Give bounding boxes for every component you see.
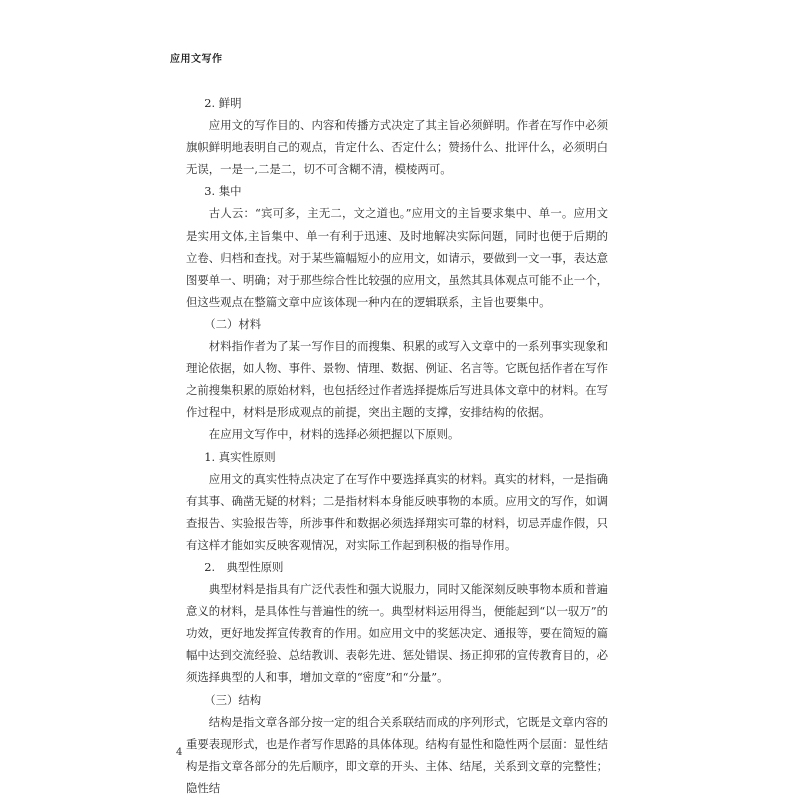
section-heading: 1. 真实性原则 xyxy=(204,449,276,464)
paragraph: 在应用文写作中，材料的选择必须把握以下原则。 xyxy=(208,427,460,442)
section-heading: 3. 集中 xyxy=(204,184,242,199)
section-heading: 2. 鲜明 xyxy=(204,96,242,110)
section-heading: （二）材料 xyxy=(204,316,262,331)
paragraph: 应用文的真实性特点决定了在写作中要选择真实的材料。真实的材料，一是指确有其事、确凿无疑的材料；二是指材料本身能反映事物的本质。应用文的写作，如调查报告、实验报告等，所涉事件和数据必须选择翔实可靠的材料，切忌弄虚作假，只有这样才能如实反映客观情况，对实际工作起到积极的指导作用。 xyxy=(186,471,608,552)
paragraph: 典型材料是指具有广泛代表性和强大说服力，同时又能深刻反映事物本质和普遍意义的材料，是具体性与普遍性的统一。典型材料运用得当，便能起到“以一驭万”的功效，更好地发挥宣传教育的作用。如应用文中的奖惩决定、通报等，要在简短的篇幅中达到交流经验、总结教训、表彰先进、惩处错误、扬正抑邪的宣传教育目的，必须选择典型的人和事，增加文章的“密度”和“分量”。 xyxy=(186,582,608,685)
page-number: 4 xyxy=(176,747,183,758)
section-heading: 2. 典型性原则 xyxy=(204,559,284,574)
paragraph: 应用文的写作目的、内容和传播方式决定了其主旨必须鲜明。作者在写作中必须旗帜鲜明地表明自己的观点，肯定什么、否定什么；赞扬什么、批评什么，必须明白无误，一是一,二是二，切不可含糊不清，模棱两可。 xyxy=(186,118,608,177)
paragraph: 材料指作者为了某一写作目的而搜集、积累的或写入文章中的一系列事实现象和理论依据，如人物、事件、景物、情理、数据、例证、名言等。它既包括作者在写作之前搜集积累的原始材料，也包括经过作者选择提炼后写进具体文章中的材料。在写作过程中，材料是形成观点的前提，突出主题的支撑，安排结构的依据。 xyxy=(186,339,608,420)
paragraph: 古人云：“宾可多，主无二，文之道也。”应用文的主旨要求集中、单一。应用文是实用文体,主旨集中、单一有利于迅速、及时地解决实际问题，同时也便于后期的立卷、归档和查找。对于某些篇幅短小的应用文，如请示，要做到一文一事，表达意图要单一、明确；对于那些综合性比较强的应用文，虽然其具体观点可能不止一个，但这些观点在整篇文章中应该体现一种内在的逻辑联系，主旨也要集中。 xyxy=(186,206,608,309)
body-text xyxy=(186,92,608,799)
section-heading: （三）结构 xyxy=(204,692,262,707)
running-head-title: 应用文写作 xyxy=(170,54,223,65)
paragraph: 结构是指文章各部分按一定的组合关系联结而成的序列形式，它既是文章内容的重要表现形式，也是作者写作思路的具体体现。结构有显性和隐性两个层面：显性结构是指文章各部分的先后顺序，即文章的开头、主体、结尾，关系到文章的完整性；隐性结 xyxy=(186,714,608,795)
